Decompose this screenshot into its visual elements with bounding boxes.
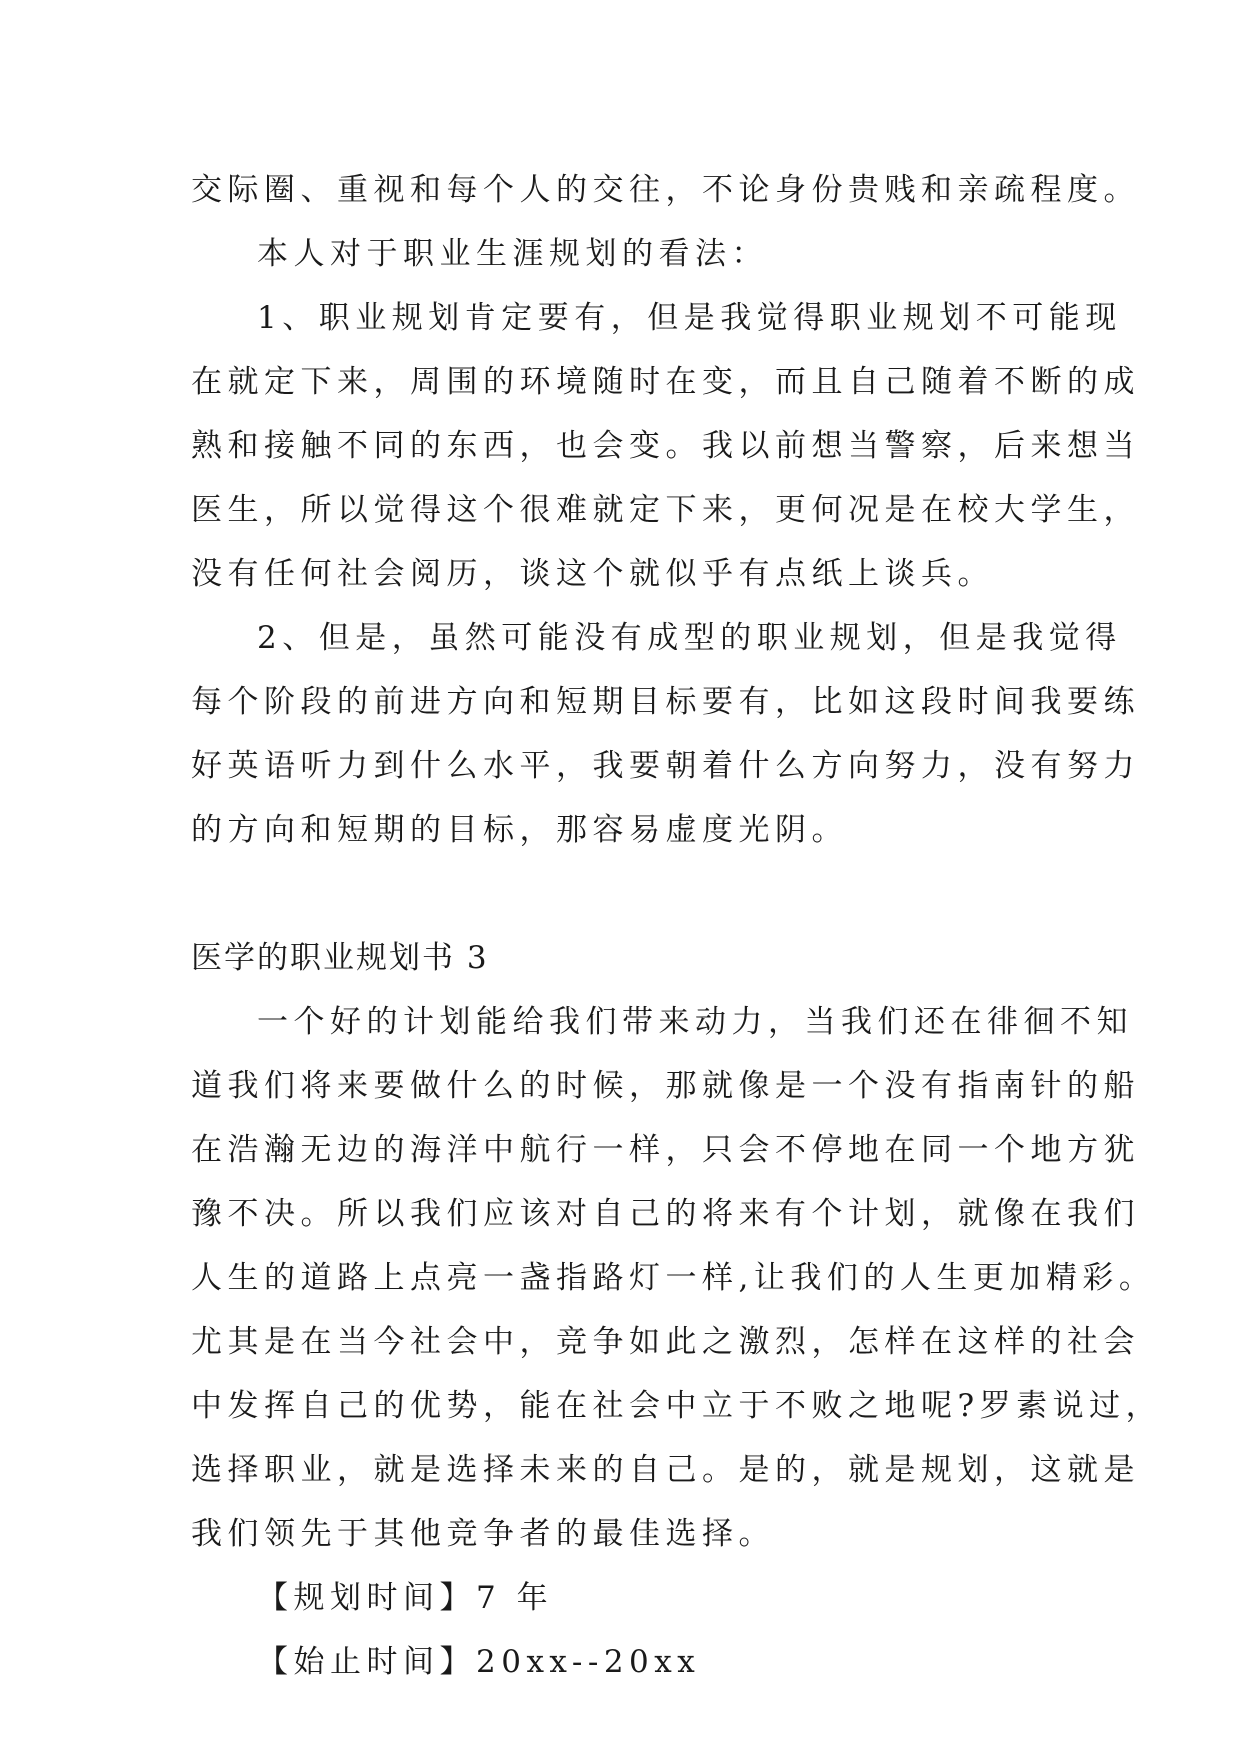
paragraph-line: 熟和接触不同的东西，也会变。我以前想当警察，后来想当 <box>191 428 1140 464</box>
section-spacer <box>191 862 1051 926</box>
section-title: 医学的职业规划书 3 <box>191 940 489 976</box>
paragraph-line: 中发挥自己的优势，能在社会中立于不败之地呢?罗素说过， <box>191 1388 1163 1424</box>
document-body <box>191 158 1163 1694</box>
paragraph-line: 本人对于职业生涯规划的看法： <box>257 236 768 272</box>
paragraph-line: 我们领先于其他竞争者的最佳选择。 <box>191 1516 775 1552</box>
paragraph-line: 在就定下来，周围的环境随时在变，而且自己随着不断的成 <box>191 364 1140 400</box>
paragraph-line: 的方向和短期的目标，那容易虚度光阴。 <box>191 812 848 848</box>
paragraph-line: 1、职业规划肯定要有，但是我觉得职业规划不可能现 <box>257 300 1122 336</box>
paragraph-line: 在浩瀚无边的海洋中航行一样，只会不停地在同一个地方犹 <box>191 1132 1140 1168</box>
paragraph-line: 没有任何社会阅历，谈这个就似乎有点纸上谈兵。 <box>191 556 994 592</box>
paragraph-line: 好英语听力到什么水平，我要朝着什么方向努力，没有努力 <box>191 748 1140 784</box>
paragraph-line: 尤其是在当今社会中，竞争如此之激烈，怎样在这样的社会 <box>191 1324 1140 1360</box>
paragraph-line: 道我们将来要做什么的时候，那就像是一个没有指南针的船 <box>191 1068 1140 1104</box>
paragraph-line: 选择职业，就是选择未来的自己。是的，就是规划，这就是 <box>191 1452 1140 1488</box>
paragraph-line: 医生，所以觉得这个很难就定下来，更何况是在校大学生， <box>191 492 1140 528</box>
paragraph-line: 一个好的计划能给我们带来动力，当我们还在徘徊不知 <box>257 1004 1133 1040</box>
paragraph-line: 豫不决。所以我们应该对自己的将来有个计划，就像在我们 <box>191 1196 1140 1232</box>
paragraph-line: 人生的道路上点亮一盏指路灯一样,让我们的人生更加精彩。 <box>191 1260 1156 1296</box>
paragraph-line: 每个阶段的前进方向和短期目标要有，比如这段时间我要练 <box>191 684 1140 720</box>
plan-duration-line: 【规划时间】7 年 <box>257 1580 554 1616</box>
paragraph-line: 2、但是，虽然可能没有成型的职业规划，但是我觉得 <box>257 620 1122 656</box>
plan-period-line: 【始止时间】20xx--20xx <box>257 1644 701 1680</box>
paragraph-line: 交际圈、重视和每个人的交往，不论身份贵贱和亲疏程度。 <box>191 172 1140 208</box>
